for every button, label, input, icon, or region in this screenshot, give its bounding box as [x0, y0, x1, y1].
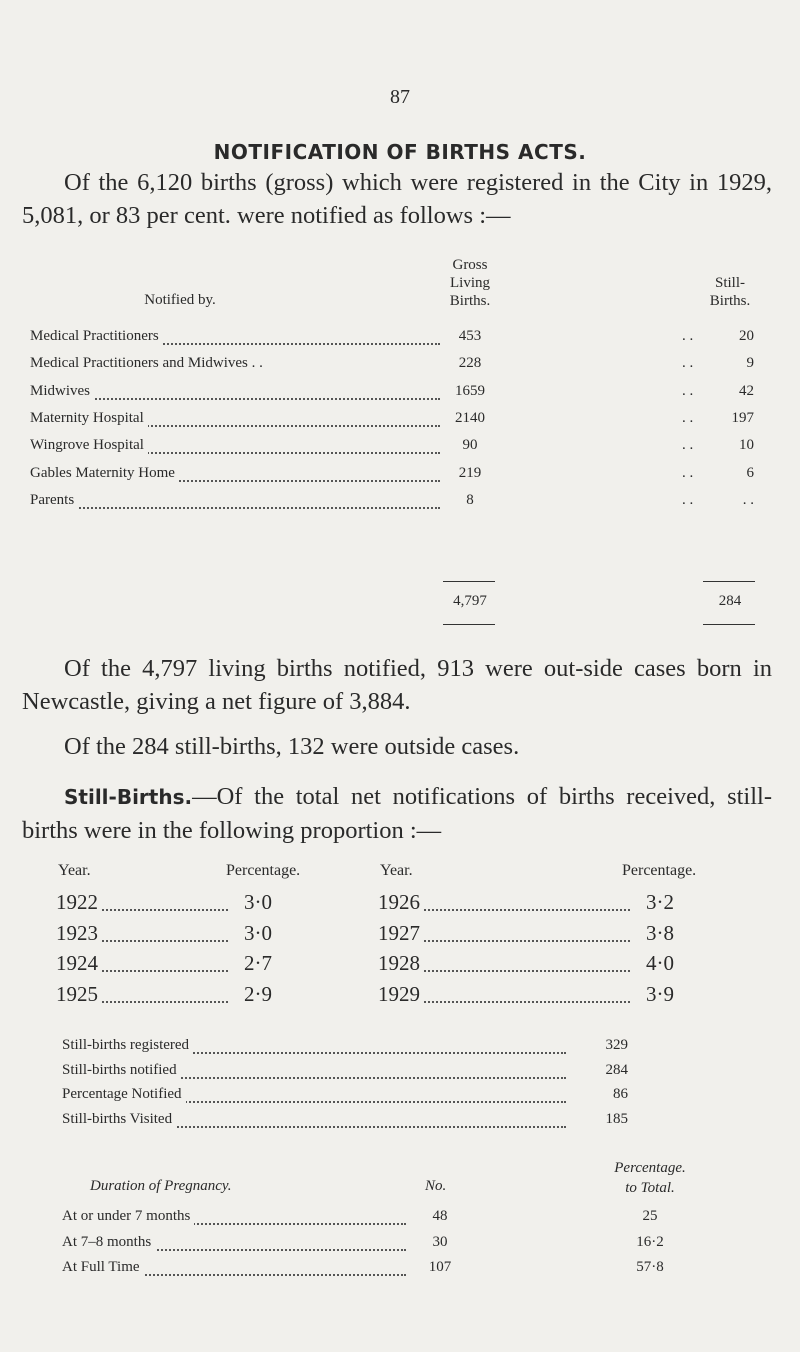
table-row-gross: 228 — [458, 355, 482, 372]
year-cell: 1922 — [56, 890, 101, 915]
year-cell: 1929 — [378, 982, 423, 1007]
percentage-cell: 3·9 — [640, 982, 674, 1007]
duration-label: At or under 7 months — [62, 1208, 194, 1225]
outside-cases-paragraph: Of the 4,797 living births notified, 913 were out-side cases born in Newcastle, giving a net figure of 3,884. — [22, 655, 772, 715]
leader-dots — [86, 909, 228, 911]
table-row-label: Gables Maternity Home — [30, 465, 179, 482]
separator-dots: . . — [682, 491, 694, 508]
year-cell: 1928 — [378, 951, 423, 976]
table-row-still: 9 — [746, 355, 754, 372]
col-number: No. — [425, 1178, 447, 1194]
summary-label: Still-births registered — [62, 1037, 193, 1054]
table-row-still: 197 — [731, 409, 754, 426]
year-cell: 1923 — [56, 921, 101, 946]
summary-label: Percentage Notified — [62, 1086, 186, 1103]
col-still-births: Still- Births. — [709, 275, 751, 309]
table-row-gross: 8 — [466, 491, 474, 508]
table-row-gross: 219 — [458, 464, 482, 481]
table-row-gross: 90 — [462, 437, 478, 454]
summary-label: Still-births Visited — [62, 1111, 176, 1128]
duration-number: 48 — [432, 1208, 448, 1224]
leader-dots — [86, 970, 228, 972]
col-percentage-right: Percentage. — [622, 862, 697, 879]
leader-dots — [86, 940, 228, 942]
table-row-still: 6 — [746, 464, 754, 481]
summary-value: 185 — [605, 1110, 628, 1127]
total-rule-still — [703, 581, 755, 582]
leader-dots — [40, 398, 440, 400]
table-row-label: Maternity Hospital — [30, 410, 148, 427]
leader-dots — [408, 940, 630, 942]
separator-dots: . . — [682, 355, 694, 372]
duration-percentage: 25 — [642, 1208, 658, 1224]
percentage-cell: 2·7 — [238, 951, 272, 976]
year-cell: 1927 — [378, 921, 423, 946]
duration-percentage: 16·2 — [636, 1233, 664, 1250]
col-notified-by: Notified by. — [144, 292, 216, 308]
year-cell: 1924 — [56, 951, 101, 976]
duration-label: At 7–8 months — [62, 1234, 155, 1251]
summary-value: 86 — [613, 1086, 628, 1102]
percentage-cell: 3·0 — [238, 890, 272, 915]
still-births-lead: Still-Births. — [64, 785, 193, 809]
intro-paragraph: Of the 6,120 births (gross) which were registered in the City in 1929, 5,081, or 83 per cent. were notified as follows :— — [22, 169, 772, 229]
duration-label: At Full Time — [62, 1259, 144, 1276]
percentage-cell: 3·8 — [640, 921, 674, 946]
table-row-label: Medical Practitioners — [30, 328, 163, 345]
summary-label: Still-births notified — [62, 1062, 181, 1079]
separator-dots: . . — [682, 409, 694, 426]
percentage-cell: 2·9 — [238, 982, 272, 1007]
duration-number: 107 — [428, 1259, 452, 1275]
year-cell: 1925 — [56, 982, 101, 1007]
summary-value: 329 — [605, 1037, 628, 1053]
table-row-label: Parents — [30, 492, 78, 509]
percentage-cell: 3·2 — [640, 890, 674, 915]
separator-dots: . . — [682, 328, 694, 344]
table-row-label: Wingrove Hospital — [30, 437, 148, 454]
table-row-still: 20 — [739, 328, 754, 344]
separator-dots: . . — [682, 382, 694, 399]
percentage-cell: 4·0 — [640, 951, 674, 976]
col-year-right: Year. — [380, 862, 413, 879]
separator-dots: . . — [682, 464, 694, 481]
still-outside-paragraph: Of the 284 still-births, 132 were outside cases. — [64, 733, 520, 760]
table-row-label: Midwives — [30, 383, 94, 400]
separator-dots: . . — [682, 437, 694, 454]
leader-dots — [408, 970, 630, 972]
col-year-left: Year. — [58, 862, 91, 879]
page-heading: NOTIFICATION OF BIRTHS ACTS. — [213, 140, 587, 164]
table-row-still: 42 — [739, 382, 754, 399]
total-rule-gross — [443, 581, 495, 582]
bottom-rule-gross — [443, 624, 495, 625]
leader-dots — [86, 1001, 228, 1003]
leader-dots — [408, 909, 630, 911]
duration-percentage: 57·8 — [636, 1259, 664, 1275]
table-row-label: Medical Practitioners and Midwives . . — [30, 355, 267, 372]
bottom-rule-still — [703, 624, 755, 625]
table-row-gross: 1659 — [455, 382, 485, 399]
total-still: 284 — [718, 593, 742, 609]
table-row-gross: 453 — [458, 328, 482, 344]
page-number: 87 — [390, 86, 410, 108]
still-births-paragraph: Still-Births.—Of the total net notifications of births received, still-births were in the following proportion :— — [22, 783, 772, 844]
duration-number: 30 — [432, 1233, 448, 1250]
col-gross-living-births: Gross Living Births. — [449, 257, 491, 309]
leader-dots — [40, 507, 440, 509]
table-row-still: . . — [742, 491, 754, 508]
summary-value: 284 — [605, 1061, 628, 1078]
col-duration-percentage: Percentage. to Total. — [614, 1160, 686, 1196]
percentage-cell: 3·0 — [238, 921, 272, 946]
table-row-gross: 2140 — [455, 409, 485, 426]
table-row-still: 10 — [739, 437, 754, 454]
col-percentage-left: Percentage. — [226, 862, 301, 879]
year-cell: 1926 — [378, 890, 423, 915]
col-duration: Duration of Pregnancy. — [90, 1178, 232, 1194]
total-gross: 4,797 — [453, 593, 487, 609]
leader-dots — [408, 1001, 630, 1003]
